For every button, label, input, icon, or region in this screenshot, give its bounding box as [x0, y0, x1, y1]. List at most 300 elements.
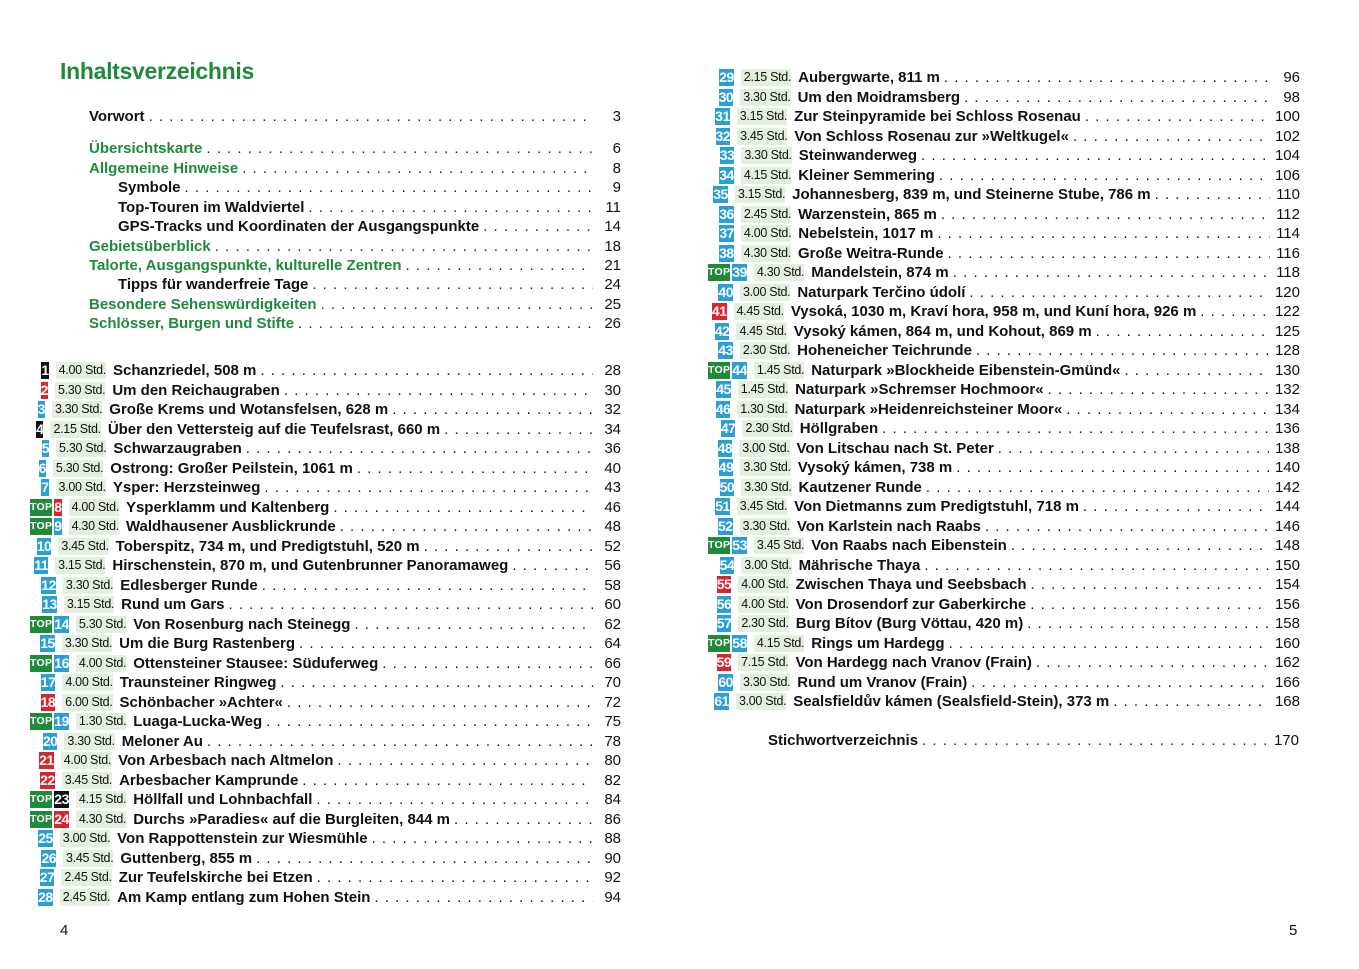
tour-duration: 2.30 Std. — [742, 420, 792, 437]
tour-entry[interactable] — [30, 439, 621, 459]
tour-page: 128 — [1274, 342, 1300, 360]
tour-number-badge: 34 — [719, 166, 734, 183]
tour-name: Um den Moidramsberg — [797, 88, 961, 106]
tour-number-badge: 10 — [36, 537, 52, 554]
tour-name: Von Rosenburg nach Steinegg — [133, 615, 351, 633]
tour-name: Höllfall und Lohnbachfall — [133, 791, 313, 809]
tour-entry[interactable] — [708, 166, 1300, 186]
tour-name: Toberspitz, 734 m, und Predigtstuhl, 520 m — [115, 537, 420, 555]
tour-name: Zur Teufelskirche bei Etzen — [118, 869, 313, 887]
tour-name: Ysperklamm und Kaltenberg — [125, 498, 330, 516]
leader-dots — [337, 752, 593, 769]
toc-entry[interactable] — [89, 314, 621, 334]
tour-duration: 2.15 Std. — [50, 421, 100, 438]
tour-number-badge: 6 — [38, 459, 46, 476]
tour-name: Aubergwarte, 811 m — [798, 69, 940, 87]
tour-duration: 3.30 Std. — [740, 459, 790, 476]
tour-page: 48 — [604, 518, 621, 536]
tour-duration: 2.45 Std. — [60, 889, 110, 906]
toc-entry-label: GPS-Tracks und Koordinaten der Ausgangspunkte — [118, 218, 480, 235]
tour-page: 70 — [604, 674, 621, 692]
toc-entry-page: 21 — [604, 257, 621, 274]
tour-entry[interactable] — [708, 517, 1300, 537]
tour-duration: 3.00 Std. — [60, 830, 110, 847]
leader-dots — [926, 479, 1269, 496]
tour-page: 43 — [604, 479, 621, 497]
tour-duration: 4.00 Std. — [738, 596, 788, 613]
leader-dots — [1085, 108, 1269, 125]
tour-duration: 3.30 Std. — [740, 518, 790, 535]
toc-entry-page: 18 — [604, 238, 621, 255]
tour-name: Steinwanderweg — [798, 147, 918, 165]
tour-entry[interactable] — [30, 478, 621, 498]
index-page: 170 — [1273, 732, 1299, 749]
tour-name: Höllgraben — [799, 420, 879, 438]
leader-dots — [985, 518, 1269, 535]
tour-entry[interactable] — [708, 263, 1300, 283]
tour-name: Rund um Vranov (Frain) — [797, 673, 968, 691]
leader-dots — [882, 420, 1269, 437]
tour-number-badge: 40 — [718, 283, 733, 300]
tour-page: 136 — [1274, 420, 1300, 438]
toc-entry-page: 14 — [604, 218, 621, 235]
tour-name: Schanzriedel, 508 m — [112, 362, 257, 380]
tour-name: Vysoká, 1030 m, Kraví hora, 958 m, und Kuní hora, 926 m — [790, 303, 1197, 321]
leader-dots — [302, 772, 593, 789]
tour-entry[interactable] — [708, 146, 1300, 166]
tour-entry[interactable] — [708, 458, 1300, 478]
tour-page: 46 — [604, 498, 621, 516]
tour-name: Ysper: Herzsteinweg — [112, 479, 261, 497]
leader-dots — [149, 107, 593, 127]
tour-duration: 4.30 Std. — [69, 518, 119, 535]
tour-entry[interactable] — [708, 673, 1300, 693]
tour-page: 58 — [604, 576, 621, 594]
toc-entry-label: Schlösser, Burgen und Stifte — [89, 315, 295, 332]
tour-page: 98 — [1283, 88, 1300, 106]
tour-number-badge: 27 — [39, 869, 55, 886]
toc-entry-page: 9 — [612, 179, 621, 196]
toc-entry[interactable] — [89, 256, 621, 276]
tour-duration: 5.30 Std. — [76, 616, 126, 633]
tour-page: 94 — [604, 888, 621, 906]
tour-entry[interactable] — [708, 205, 1300, 225]
toc-entry[interactable] — [89, 159, 621, 179]
top-tour-badge: TOP — [30, 518, 52, 535]
tour-entry[interactable] — [30, 498, 621, 518]
leader-dots — [948, 245, 1271, 262]
tour-number-badge: 56 — [716, 595, 732, 612]
leader-dots — [424, 538, 593, 555]
tour-duration: 4.15 Std. — [741, 167, 791, 184]
tour-name: Von Karlstein nach Raabs — [796, 517, 981, 535]
tour-entry[interactable] — [30, 361, 621, 381]
leader-dots — [921, 147, 1269, 164]
tour-duration: 1.30 Std. — [76, 713, 126, 730]
tour-name: Kautzener Runde — [798, 478, 922, 496]
tour-entry[interactable] — [708, 224, 1300, 244]
tour-name: Ostrong: Großer Peilstein, 1061 m — [110, 459, 353, 477]
tour-number-badge: 30 — [718, 88, 734, 105]
tour-entry[interactable] — [708, 556, 1300, 576]
tour-duration: 3.30 Std. — [741, 147, 791, 164]
tour-number-badge: 22 — [40, 771, 55, 788]
tour-number-badge: 25 — [38, 830, 53, 847]
tour-number-badge: 49 — [718, 459, 734, 476]
tour-page: 118 — [1276, 264, 1300, 282]
leader-dots — [406, 256, 593, 276]
tour-number-badge: 20 — [42, 732, 58, 749]
tour-name: Von Drosendorf zur Gaberkirche — [795, 595, 1027, 613]
leader-dots — [229, 596, 593, 613]
tour-name: Schönbacher »Achter« — [119, 693, 283, 711]
tour-name: Von Dietmanns zum Predigtstuhl, 718 m — [794, 498, 1079, 516]
tour-entry[interactable] — [30, 751, 621, 771]
tour-entry[interactable] — [30, 732, 621, 752]
tour-number-badge: 51 — [715, 498, 730, 515]
tour-name: Arbesbacher Kamprunde — [119, 771, 299, 789]
tour-number-badge: 53 — [732, 537, 747, 554]
tour-entry[interactable] — [708, 341, 1300, 361]
tour-page: 142 — [1274, 478, 1300, 496]
leader-dots — [998, 440, 1269, 457]
toc-entry-label: Übersichtskarte — [89, 140, 203, 157]
leader-dots — [372, 830, 593, 847]
tour-entry[interactable] — [708, 380, 1300, 400]
leader-dots — [280, 674, 593, 691]
tour-entry[interactable] — [30, 771, 621, 791]
tour-number-badge: 16 — [54, 654, 69, 671]
tour-name: Zwischen Thaya und Seebsbach — [795, 576, 1027, 594]
tour-page: 80 — [604, 752, 621, 770]
tour-page: 150 — [1274, 556, 1300, 574]
tour-entry[interactable] — [30, 868, 621, 888]
tour-name: Von Arbesbach nach Altmelon — [118, 752, 334, 770]
tour-entry[interactable] — [708, 497, 1300, 517]
tour-page: 140 — [1274, 459, 1300, 477]
page-number-right: 5 — [1289, 922, 1298, 939]
leader-dots — [354, 616, 593, 633]
leader-dots — [1031, 576, 1269, 593]
tour-duration: 5.30 Std. — [55, 382, 105, 399]
tour-name: Waldhausener Ausblickrunde — [125, 518, 336, 536]
tour-duration: 4.00 Std. — [61, 752, 111, 769]
tour-name: Von Litschau nach St. Peter — [796, 439, 994, 457]
tour-entry[interactable] — [30, 693, 621, 713]
tour-entry[interactable] — [708, 536, 1300, 556]
leader-dots — [1113, 693, 1269, 710]
tour-entry[interactable] — [30, 615, 621, 635]
leader-dots — [1155, 186, 1270, 203]
tour-name: Rings um Hardegg — [811, 634, 945, 652]
top-tour-badge: TOP — [30, 811, 52, 828]
tour-number-badge: 23 — [54, 791, 69, 808]
leader-dots — [937, 225, 1270, 242]
leader-dots — [287, 694, 593, 711]
toc-entry[interactable] — [89, 107, 621, 127]
tour-duration: 3.45 Std. — [63, 850, 113, 867]
tour-entry[interactable] — [708, 68, 1300, 88]
tour-duration: 4.00 Std. — [741, 225, 791, 242]
leader-dots — [357, 460, 593, 477]
tour-name: Zur Steinpyramide bei Schloss Rosenau — [794, 108, 1081, 126]
leader-dots — [922, 731, 1268, 751]
tour-duration: 4.00 Std. — [738, 576, 788, 593]
top-tour-badge: TOP — [30, 616, 52, 633]
leader-dots — [969, 284, 1269, 301]
tour-entry[interactable] — [708, 88, 1300, 108]
tour-duration: 3.30 Std. — [63, 577, 113, 594]
tour-page: 84 — [604, 791, 621, 809]
tour-page: 36 — [604, 440, 621, 458]
tour-entry[interactable] — [30, 420, 621, 440]
tour-entry[interactable] — [30, 595, 621, 615]
tour-entry[interactable] — [30, 634, 621, 654]
leader-dots — [1027, 615, 1269, 632]
tour-duration: 4.30 Std. — [76, 811, 126, 828]
leader-dots — [1073, 128, 1269, 145]
tour-page: 134 — [1274, 400, 1300, 418]
tour-duration: 3.30 Std. — [52, 401, 102, 418]
tour-page: 90 — [604, 849, 621, 867]
tour-number-badge: 32 — [715, 127, 731, 144]
tour-page: 30 — [604, 381, 621, 399]
tour-entry[interactable] — [708, 575, 1300, 595]
tour-duration: 3.00 Std. — [56, 479, 106, 496]
leader-dots — [260, 362, 593, 379]
toc-entry-page: 8 — [612, 160, 621, 177]
leader-dots — [1036, 654, 1269, 671]
tour-page: 144 — [1274, 498, 1300, 516]
tour-entry[interactable] — [708, 692, 1300, 712]
tour-page: 148 — [1274, 537, 1300, 555]
toc-entry-page: 26 — [604, 315, 621, 332]
tour-duration: 3.45 Std. — [58, 538, 108, 555]
tour-page: 40 — [604, 459, 621, 477]
tour-duration: 3.15 Std. — [64, 596, 114, 613]
tour-entry[interactable] — [708, 614, 1300, 634]
toc-entry[interactable] — [118, 178, 621, 198]
tour-number-badge: 4 — [36, 420, 44, 437]
tour-page: 156 — [1274, 595, 1300, 613]
tour-entry[interactable] — [30, 712, 621, 732]
top-tour-badge: TOP — [708, 362, 730, 379]
tour-name: Hirschenstein, 870 m, und Gutenbrunner Panoramaweg — [112, 557, 509, 575]
leader-dots — [333, 499, 593, 516]
tour-name: Von Raabs nach Eibenstein — [811, 537, 1007, 555]
tour-entry[interactable] — [708, 127, 1300, 147]
toc-entry-label: Allgemeine Hinweise — [89, 160, 239, 177]
tour-page: 102 — [1274, 127, 1300, 145]
tour-entry[interactable] — [30, 790, 621, 810]
leader-dots — [953, 264, 1270, 281]
tour-entry[interactable] — [30, 576, 621, 596]
leader-dots — [1200, 303, 1269, 320]
tour-name: Traunsteiner Ringweg — [119, 674, 277, 692]
toc-entry-page: 11 — [605, 199, 621, 216]
tour-duration: 4.00 Std. — [69, 499, 119, 516]
tour-duration: 3.45 Std. — [62, 772, 112, 789]
tour-number-badge: 47 — [720, 420, 736, 437]
tour-entry[interactable] — [708, 244, 1300, 264]
toc-entry[interactable] — [89, 139, 621, 159]
tour-page: 66 — [604, 654, 621, 672]
tour-entry[interactable] — [708, 439, 1300, 459]
tour-entry[interactable] — [30, 654, 621, 674]
tour-number-badge: 28 — [38, 888, 53, 905]
tour-page: 32 — [604, 401, 621, 419]
tour-name: Edlesberger Runde — [120, 576, 258, 594]
tour-page: 60 — [604, 596, 621, 614]
leader-dots — [374, 889, 593, 906]
tour-page: 160 — [1274, 634, 1300, 652]
tour-entry[interactable] — [708, 419, 1300, 439]
tour-number-badge: 31 — [715, 108, 730, 125]
leader-dots — [1124, 362, 1269, 379]
tour-number-badge: 24 — [54, 810, 69, 827]
top-tour-badge: TOP — [30, 713, 52, 730]
leader-dots — [941, 206, 1270, 223]
tour-duration: 1.30 Std. — [737, 401, 787, 418]
top-tour-badge: TOP — [708, 264, 730, 281]
tour-name: Meloner Au — [121, 732, 203, 750]
leader-dots — [483, 217, 593, 237]
tour-entry[interactable] — [708, 634, 1300, 654]
tour-name: Vysoký kámen, 738 m — [797, 459, 953, 477]
toc-entry-label: Gebietsüberblick — [89, 238, 211, 255]
tour-duration: 3.00 Std. — [740, 284, 790, 301]
tour-duration: 3.45 Std. — [737, 128, 787, 145]
leader-dots — [246, 440, 593, 457]
tour-duration: 4.00 Std. — [56, 362, 106, 379]
tour-number-badge: 14 — [54, 615, 69, 632]
tour-page: 78 — [604, 732, 621, 750]
tour-number-badge: 7 — [41, 479, 49, 496]
tour-entry[interactable] — [708, 361, 1300, 381]
leader-dots — [964, 89, 1272, 106]
tour-entry[interactable] — [30, 517, 621, 537]
tour-entry[interactable] — [708, 595, 1300, 615]
tour-name: Burg Bítov (Burg Vöttau, 420 m) — [795, 615, 1024, 633]
tour-name: Schwarzaugraben — [113, 440, 242, 458]
top-tour-badge: TOP — [708, 537, 730, 554]
tour-entry[interactable] — [708, 185, 1300, 205]
tour-entry[interactable] — [30, 849, 621, 869]
leader-dots — [262, 577, 593, 594]
tour-entry[interactable] — [708, 400, 1300, 420]
tour-entry[interactable] — [708, 653, 1300, 673]
tour-duration: 3.00 Std. — [736, 693, 786, 710]
leader-dots — [321, 295, 593, 315]
tour-entry[interactable] — [30, 829, 621, 849]
tour-duration: 3.45 Std. — [737, 498, 787, 515]
tour-duration: 3.00 Std. — [741, 557, 791, 574]
tour-number-badge: 61 — [714, 693, 729, 710]
tour-number-badge: 21 — [39, 752, 54, 769]
tour-page: 28 — [604, 362, 621, 380]
toc-entry[interactable] — [89, 295, 621, 315]
leader-dots — [1048, 381, 1269, 398]
leader-dots — [944, 69, 1272, 86]
tour-number-badge: 59 — [716, 654, 732, 671]
tour-entry[interactable] — [30, 381, 621, 401]
tour-number-badge: 17 — [40, 674, 56, 691]
tour-number-badge: 29 — [719, 69, 734, 86]
leader-dots — [1011, 537, 1269, 554]
tour-duration: 3.30 Std. — [740, 674, 790, 691]
tour-duration: 3.30 Std. — [740, 89, 790, 106]
tour-duration: 4.15 Std. — [754, 635, 804, 652]
index-entry[interactable] — [768, 731, 1299, 751]
tour-name: Mährische Thaya — [798, 556, 921, 574]
tour-entry[interactable] — [708, 322, 1300, 342]
tour-number-badge: 11 — [34, 557, 49, 574]
tour-number-badge: 45 — [716, 381, 731, 398]
tour-name: Rund um Gars — [121, 596, 225, 614]
toc-entry-label: Symbole — [118, 179, 181, 196]
tour-name: Kleiner Semmering — [798, 166, 935, 184]
leader-dots — [284, 382, 593, 399]
tour-number-badge: 3 — [37, 401, 45, 418]
leader-dots — [185, 178, 593, 198]
tour-number-badge: 60 — [718, 673, 733, 690]
toc-entry-page: 6 — [612, 140, 621, 157]
leader-dots — [444, 421, 593, 438]
leader-dots — [956, 459, 1269, 476]
tour-number-badge: 58 — [732, 634, 747, 651]
tour-name: Von Schloss Rosenau zur »Weltkugel« — [794, 127, 1069, 145]
tour-page: 104 — [1274, 147, 1300, 165]
toc-entry[interactable] — [89, 237, 621, 257]
leader-dots — [266, 713, 593, 730]
leader-dots — [939, 167, 1269, 184]
tour-entry[interactable] — [30, 400, 621, 420]
tour-duration: 2.30 Std. — [738, 615, 788, 632]
tour-entry[interactable] — [30, 459, 621, 479]
tour-entry[interactable] — [30, 673, 621, 693]
tour-name: Durchs »Paradies« auf die Burgleiten, 844 m — [133, 810, 451, 828]
tour-page: 56 — [604, 557, 621, 575]
tour-entry[interactable] — [708, 283, 1300, 303]
toc-entry[interactable] — [118, 217, 621, 237]
tour-entry[interactable] — [30, 537, 621, 557]
toc-entry-label: Besondere Sehenswürdigkeiten — [89, 296, 317, 313]
top-tour-badge: TOP — [30, 655, 52, 672]
tour-duration: 4.00 Std. — [76, 655, 126, 672]
tour-entry[interactable] — [708, 302, 1300, 322]
tour-page: 72 — [604, 693, 621, 711]
tour-number-badge: 12 — [41, 576, 56, 593]
toc-entry-page: 24 — [604, 276, 621, 293]
toc-entry[interactable] — [118, 198, 621, 218]
tour-page: 146 — [1274, 517, 1300, 535]
tour-duration: 6.00 Std. — [62, 694, 112, 711]
tour-entry[interactable] — [708, 107, 1300, 127]
leader-dots — [392, 401, 593, 418]
tour-duration: 4.45 Std. — [734, 303, 784, 320]
tour-number-badge: 36 — [719, 205, 734, 222]
tour-entry[interactable] — [708, 478, 1300, 498]
toc-entry[interactable] — [118, 275, 621, 295]
tour-name: Große Krems und Wotansfelsen, 628 m — [109, 401, 389, 419]
leader-dots — [207, 733, 593, 750]
tour-name: Ottensteiner Stausee: Süduferweg — [133, 654, 379, 672]
tour-entry[interactable] — [30, 556, 621, 576]
tour-entry[interactable] — [30, 888, 621, 908]
leader-dots — [256, 850, 593, 867]
tour-entry[interactable] — [30, 810, 621, 830]
leader-dots — [298, 314, 593, 334]
